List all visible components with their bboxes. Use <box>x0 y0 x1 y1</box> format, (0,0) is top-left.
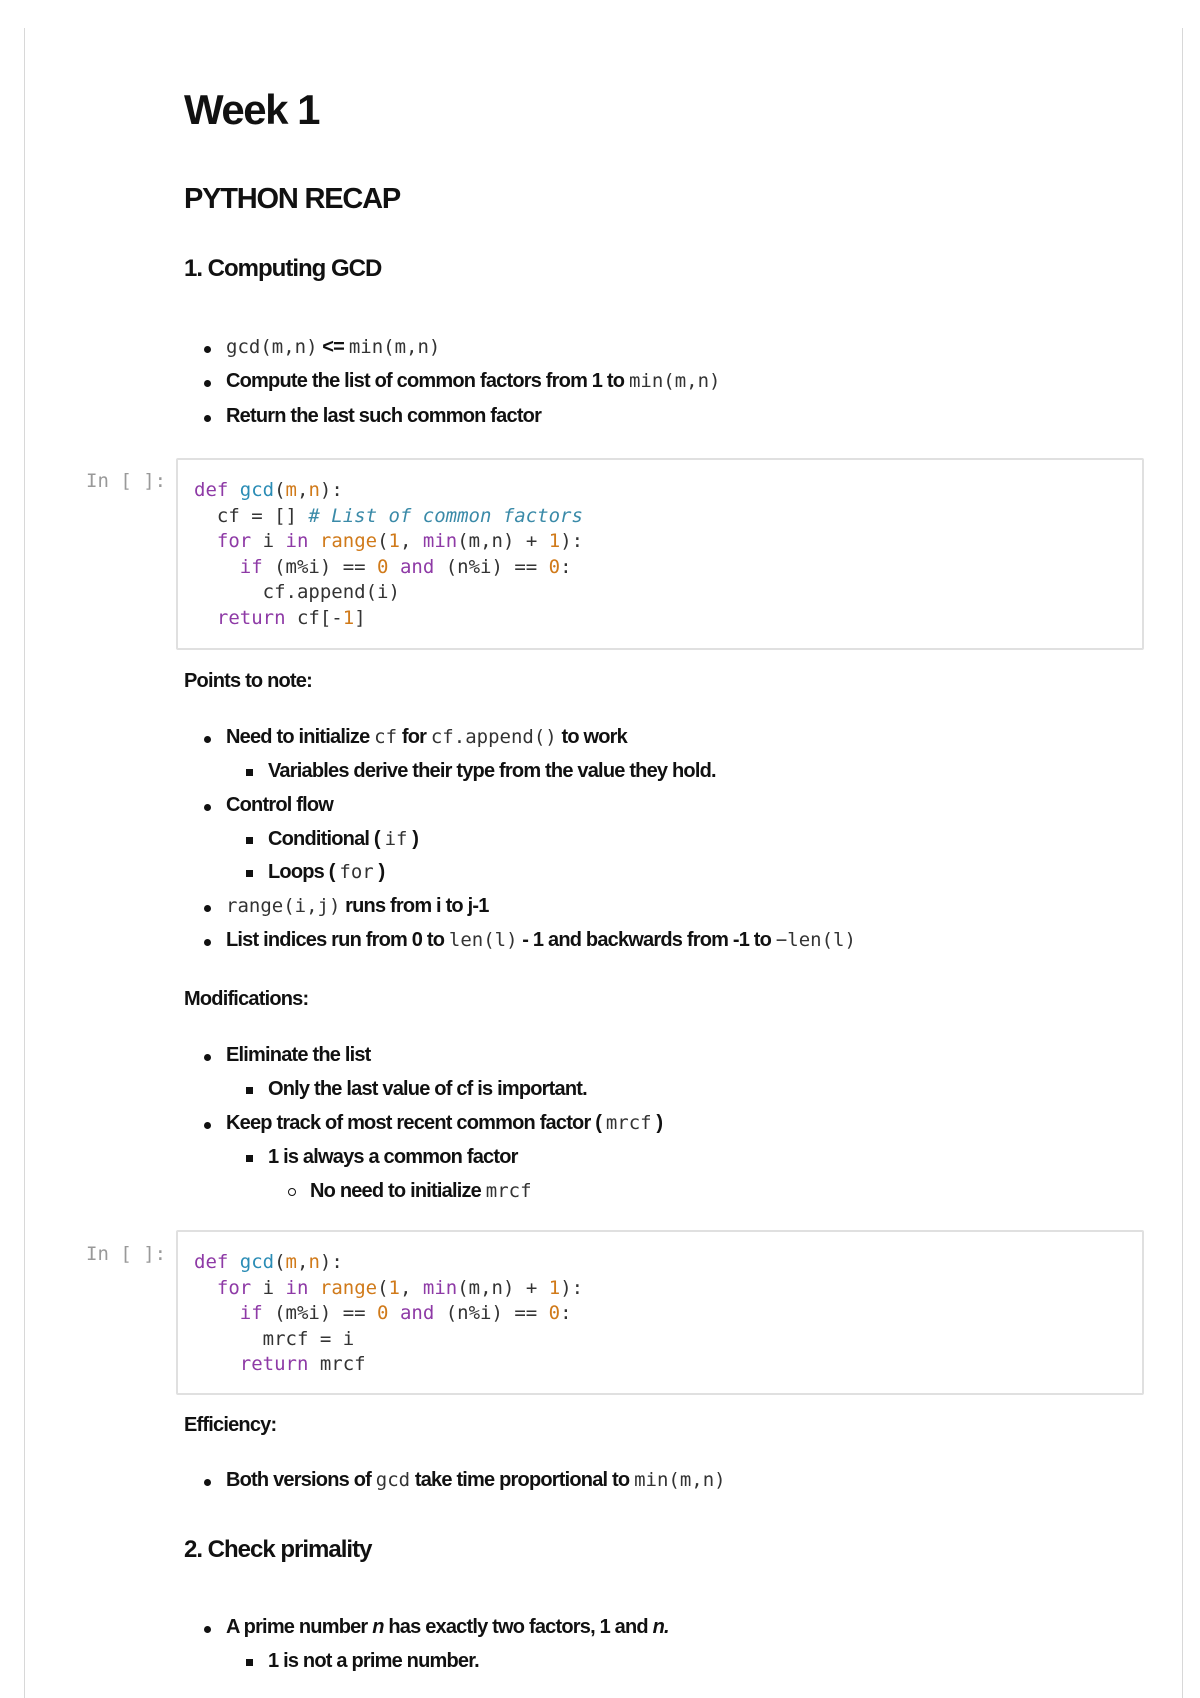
section-title: PYTHON RECAP <box>184 183 401 215</box>
code-token: , <box>400 530 423 552</box>
list-item: 1 is always a common factor <box>268 1146 518 1168</box>
code-token: if <box>239 1302 263 1324</box>
cell-prompt: In [ ]: <box>86 1243 167 1265</box>
code-token: def <box>194 479 240 501</box>
page-border-right <box>1182 28 1183 1698</box>
code-token <box>308 1277 319 1299</box>
page-title: Week 1 <box>184 86 319 133</box>
code-token: ): <box>319 1251 343 1273</box>
code-token: : <box>560 1302 572 1324</box>
page-border-left <box>24 28 25 1698</box>
code-token: ( <box>274 1251 286 1273</box>
code-token: 0 <box>377 1302 389 1324</box>
code-token: mrcf <box>308 1353 366 1375</box>
code-token <box>194 1302 240 1324</box>
code-token: mrcf = i <box>194 1327 355 1350</box>
code-token: (n%i) == <box>434 1302 549 1324</box>
list-item: Control flow <box>226 794 334 816</box>
list-item: Compute the list of common factors from 1 to min(m,n) <box>226 370 721 392</box>
code-token <box>389 1302 400 1324</box>
list-item: range(i,j) runs from i to j-1 <box>226 895 489 917</box>
code-token: n <box>308 1251 320 1273</box>
code-token: # List of common factors <box>308 504 583 527</box>
code-token: (n%i) == <box>434 555 549 578</box>
code-token <box>194 607 217 629</box>
list-item: Conditional ( if ) <box>268 828 419 850</box>
code-token: gcd <box>239 1251 275 1273</box>
list-item: Return the last such common factor <box>226 405 542 427</box>
code-token: 1 <box>388 530 400 552</box>
heading-check-primality: 2. Check primality <box>184 1536 372 1563</box>
code-token: (m,n) + <box>457 1276 549 1299</box>
code-token: m <box>285 1251 297 1273</box>
heading-computing-gcd: 1. Computing GCD <box>184 255 382 282</box>
code-token: (m,n) + <box>457 530 549 552</box>
list-item: Eliminate the list <box>226 1044 371 1066</box>
code-token <box>194 1353 240 1375</box>
code-token: ): <box>560 530 584 552</box>
list-item: 1 is not a prime number. <box>268 1650 479 1672</box>
code-token: min <box>422 530 458 552</box>
code-cell-1[interactable] <box>176 458 1144 650</box>
code-token: and <box>399 1302 435 1324</box>
code-token: min <box>422 1276 458 1299</box>
code-token <box>308 530 319 552</box>
code-token: def <box>194 1251 240 1273</box>
code-token: ): <box>560 1276 584 1299</box>
code-token: 1 <box>548 1276 561 1299</box>
list-item: gcd(m,n) <= min(m,n) <box>226 336 441 358</box>
list-item: Variables derive their type from the value they hold. <box>268 760 716 782</box>
code-editor[interactable] <box>178 460 1142 649</box>
code-token: ( <box>377 1276 389 1299</box>
code-token: i <box>251 1276 286 1299</box>
code-token: return <box>239 1353 309 1375</box>
code-token <box>194 556 240 578</box>
code-token: range <box>319 530 378 552</box>
code-token: ] <box>354 606 366 629</box>
code-token: 0 <box>377 555 389 578</box>
code-token: in <box>285 1276 309 1299</box>
list-item: A prime number n has exactly two factors, 1 and n. <box>226 1616 669 1638</box>
code-token: n <box>308 479 320 501</box>
cell-prompt: In [ ]: <box>86 470 167 492</box>
code-token: return <box>216 606 286 629</box>
heading-efficiency: Efficiency: <box>184 1414 277 1436</box>
code-token: range <box>319 1276 378 1299</box>
code-token: cf[- <box>285 606 343 629</box>
code-token <box>389 556 400 578</box>
code-token: for <box>216 530 252 552</box>
code-editor[interactable] <box>178 1232 1142 1396</box>
code-token: for <box>216 1276 252 1299</box>
code-token: , <box>297 479 309 501</box>
code-token: 0 <box>548 555 561 578</box>
code-token: 1 <box>388 1276 400 1299</box>
code-token: cf.append(i) <box>194 581 400 603</box>
list-item: Need to initialize cf for cf.append() to work <box>226 726 627 748</box>
code-token: 1 <box>548 530 561 552</box>
code-token: in <box>285 530 309 552</box>
list-item: Keep track of most recent common factor ( mrcf ) <box>226 1112 663 1134</box>
code-token: 1 <box>342 606 355 629</box>
list-item: Loops ( for ) <box>268 861 385 883</box>
code-token: , <box>400 1276 423 1299</box>
code-token: 0 <box>548 1302 561 1324</box>
code-token <box>194 1277 217 1299</box>
code-token: ): <box>319 479 343 501</box>
list-item: List indices run from 0 to len(l) - 1 and backwards from -1 to −len(l) <box>226 929 856 951</box>
code-token <box>194 530 217 552</box>
code-token: if <box>239 555 263 578</box>
code-cell-2[interactable] <box>176 1230 1144 1395</box>
code-token: cf = [] <box>194 504 309 527</box>
code-token: i <box>251 530 286 552</box>
code-token: : <box>560 555 572 578</box>
code-token: , <box>297 1251 309 1273</box>
code-token: m <box>285 479 297 501</box>
heading-points-to-note: Points to note: <box>184 670 312 692</box>
code-token: and <box>399 555 435 578</box>
heading-modifications: Modifications: <box>184 988 309 1010</box>
code-token: (m%i) == <box>262 555 378 578</box>
list-item: Only the last value of cf is important. <box>268 1078 587 1100</box>
code-token: ( <box>274 479 286 501</box>
code-token: ( <box>377 530 389 552</box>
code-token: gcd <box>239 479 275 501</box>
list-item: No need to initialize mrcf <box>310 1180 532 1202</box>
list-item: Both versions of gcd take time proportional to min(m,n) <box>226 1469 726 1491</box>
code-token: (m%i) == <box>262 1302 378 1324</box>
